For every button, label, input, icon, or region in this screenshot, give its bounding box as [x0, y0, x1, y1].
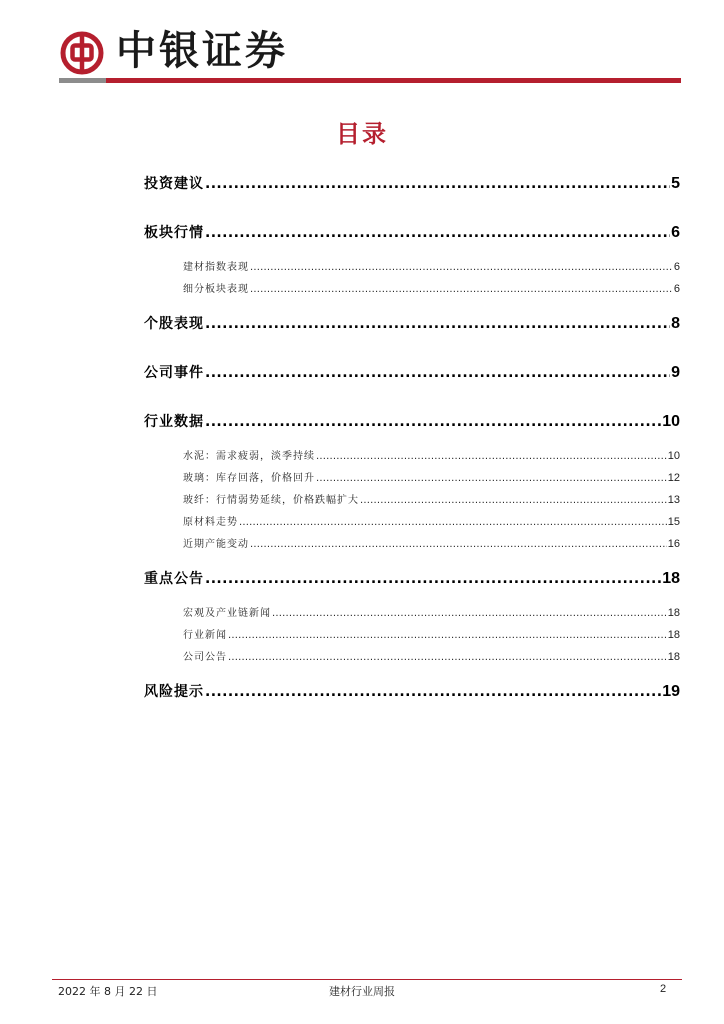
toc-entry[interactable]	[144, 411, 680, 431]
toc-entry-label: 公司事件	[144, 365, 204, 381]
toc-entry-page: 10	[662, 413, 680, 430]
toc-subentry-label: 宏观及产业链新闻	[183, 608, 271, 619]
toc-leader-dots	[228, 652, 667, 663]
toc-entry[interactable]	[144, 222, 680, 242]
toc-subentry[interactable]	[183, 447, 680, 462]
toc-leader-dots	[205, 571, 661, 587]
toc-entry[interactable]	[144, 173, 680, 193]
toc-subentry-label: 水泥：需求疲弱，淡季持续	[183, 451, 315, 462]
toc-leader-dots	[250, 262, 673, 273]
toc-subentry[interactable]	[183, 513, 680, 528]
toc-subentry[interactable]	[183, 469, 680, 484]
toc-subentry-label: 玻璃：库存回落，价格回升	[183, 473, 315, 484]
toc-leader-dots	[360, 495, 667, 506]
toc-leader-dots	[205, 225, 670, 241]
toc-subentry[interactable]	[183, 648, 680, 663]
toc-subentry-page: 6	[673, 261, 680, 273]
toc-subentry-label: 行业新闻	[183, 630, 227, 641]
toc-entry-label: 行业数据	[144, 414, 204, 430]
toc-entry[interactable]	[144, 362, 680, 382]
toc-leader-dots	[316, 451, 667, 462]
toc-subentry-label: 公司公告	[183, 652, 227, 663]
toc-subentry-page: 16	[667, 538, 680, 550]
page-header	[0, 0, 724, 90]
toc-entry[interactable]	[144, 681, 680, 701]
toc-subentry[interactable]	[183, 535, 680, 550]
toc-leader-dots	[272, 608, 667, 619]
toc-entry-page: 19	[662, 683, 680, 700]
toc-subentry[interactable]	[183, 604, 680, 619]
toc-subentry-page: 18	[667, 651, 680, 663]
toc-entry-label: 重点公告	[144, 571, 204, 587]
toc-subentry-page: 10	[667, 450, 680, 462]
toc-leader-dots	[250, 284, 673, 295]
toc-leader-dots	[205, 176, 670, 192]
footer-date: 2022 年 8 月 22 日	[58, 985, 158, 998]
toc-entry-label: 风险提示	[144, 684, 204, 700]
toc-subentry[interactable]	[183, 626, 680, 641]
toc-title: 目录	[336, 120, 388, 148]
toc-subentry-label: 近期产能变动	[183, 539, 249, 550]
toc-entry-page: 8	[671, 315, 680, 332]
toc-subentry-page: 15	[667, 516, 680, 528]
brand-name: 中银证券	[116, 27, 288, 74]
toc-subentry-label: 玻纤：行情弱势延续，价格跌幅扩大	[183, 495, 359, 506]
toc-leader-dots	[228, 630, 667, 641]
toc-entry[interactable]	[144, 313, 680, 333]
toc-subentry-page: 12	[667, 472, 680, 484]
toc-subentry-page: 6	[673, 283, 680, 295]
toc-leader-dots	[250, 539, 667, 550]
header-divider-gray	[59, 78, 106, 83]
toc-leader-dots	[205, 316, 670, 332]
toc-entry-page: 5	[671, 175, 680, 192]
toc-leader-dots	[205, 684, 661, 700]
toc-entry-page: 6	[671, 224, 680, 241]
toc-subentry-page: 13	[667, 494, 680, 506]
toc-entry-label: 投资建议	[144, 176, 204, 192]
toc-entry-label: 板块行情	[144, 225, 204, 241]
footer-page-number: 2	[660, 983, 667, 995]
toc-leader-dots	[205, 365, 670, 381]
toc-subentry-page: 18	[667, 629, 680, 641]
toc-leader-dots	[205, 414, 661, 430]
toc-subentry-label: 原材料走势	[183, 517, 238, 528]
header-divider-red	[106, 78, 681, 83]
toc-entry-page: 18	[662, 570, 680, 587]
toc-leader-dots	[316, 473, 667, 484]
toc-entry-page: 9	[671, 364, 680, 381]
toc-subentry[interactable]	[183, 258, 680, 273]
footer-report-title: 建材行业周报	[329, 985, 395, 998]
toc-subentry-page: 18	[667, 607, 680, 619]
toc-entry-label: 个股表现	[144, 316, 204, 332]
bank-of-china-logo-icon	[60, 31, 104, 75]
toc-leader-dots	[239, 517, 667, 528]
toc-subentry[interactable]	[183, 280, 680, 295]
toc-subentry-label: 细分板块表现	[183, 284, 249, 295]
toc-entry[interactable]	[144, 568, 680, 588]
footer-divider	[52, 979, 682, 980]
toc-subentry-label: 建材指数表现	[183, 262, 249, 273]
toc-subentry[interactable]	[183, 491, 680, 506]
